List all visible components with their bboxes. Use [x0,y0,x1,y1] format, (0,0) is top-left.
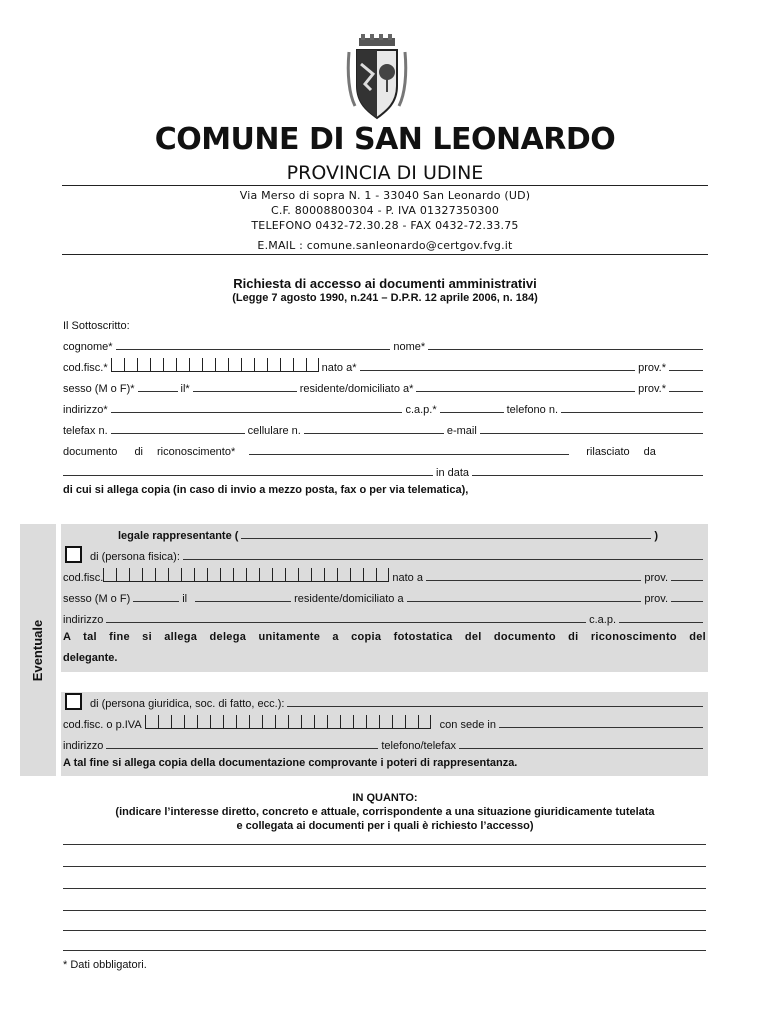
delega-note: A tal fine si allega delega unitamente a copia fotostatica del documento di riconoscimento del [63,631,706,643]
ev-indirizzo2-label: indirizzo [63,740,104,752]
cognome-field[interactable] [116,349,391,350]
ev-cap-label: c.a.p. [589,614,616,626]
telefono-telefax-field[interactable] [459,748,703,749]
persona-fisica-label: di (persona fisica): [90,551,180,563]
documento-line [63,440,706,458]
cellulare-label: cellulare n. [247,425,301,437]
cognome-label: cognome* [63,341,113,353]
da-label: da [643,446,656,458]
documento-label: documento [63,446,118,458]
telefono-telefax-label: telefono/telefax [381,740,456,752]
persona-fisica-checkbox[interactable] [65,546,82,563]
eventuale-label: Eventuale [30,619,46,681]
indirizzo-label: indirizzo* [63,404,108,416]
eventuale-label-wrap [20,524,56,776]
legale-field[interactable] [241,538,651,539]
header-divider-bottom [62,254,708,255]
codfisc-boxes[interactable] [111,358,319,372]
intro-label: Il Sottoscritto: [63,320,130,332]
sede-label: con sede in [439,719,496,731]
nome-label: nome* [393,341,426,353]
name-line [63,335,706,353]
telefono-field[interactable] [561,412,703,413]
nome-field[interactable] [428,349,703,350]
email-label: e-mail [446,425,477,437]
sesso-field[interactable] [138,391,178,392]
riconoscimento-label: riconoscimento* [157,446,236,458]
ev-indirizzo-label: indirizzo [63,614,104,626]
rilasciato-field[interactable] [63,475,433,476]
ev-sesso-line [63,587,706,605]
persona-fisica-field[interactable] [183,559,703,560]
cap-label: c.a.p.* [405,404,437,416]
prov-field[interactable] [669,370,703,371]
ev-codfisc-line [63,566,706,584]
residente-field[interactable] [416,391,635,392]
allega-note: di cui si allega copia (in caso di invio a mezzo posta, fax o per via telematica), [63,484,469,496]
motivation-instructions-1: (indicare l’interesse diretto, concreto e attuale, corrispondente a una situazione giuridicamente tutelata [115,806,655,818]
prov-field-2[interactable] [669,391,703,392]
in-quanto-heading: IN QUANTO: [352,792,418,804]
delegante-note: delegante. [63,652,118,664]
ev-prov-label-2: prov. [644,593,668,605]
ev-sesso-field[interactable] [133,601,179,602]
municipality-title: COMUNE DI SAN LEONARDO [154,122,616,157]
ev-nato-a-field[interactable] [426,580,641,581]
ev-prov-field-2[interactable] [671,601,703,602]
in-data-label: in data [436,467,470,479]
nato-a-field[interactable] [360,370,636,371]
motivation-blank-5[interactable] [63,930,706,931]
cap-field[interactable] [440,412,504,413]
header-divider [62,185,708,186]
motivation-blank-4[interactable] [63,910,706,911]
telefax-label: telefax n. [63,425,108,437]
codfisc-line [63,356,706,374]
document-subtitle: (Legge 7 agosto 1990, n.241 – D.P.R. 12 aprile 2006, n. 184) [232,292,538,304]
rilasciato-label: rilasciato [586,446,630,458]
piva-boxes[interactable] [145,715,431,729]
ev-indirizzo2-field[interactable] [106,748,378,749]
persona-giuridica-label: di (persona giuridica, soc. di fatto, ecc.): [90,698,285,710]
motivation-blank-6[interactable] [63,950,706,951]
indirizzo-line [63,398,706,416]
telefono-label: telefono n. [506,404,558,416]
prov-label: prov.* [638,362,666,374]
ev-nato-a-label: nato a [392,572,423,584]
residente-label: residente/domiciliato a* [299,383,414,395]
birth-date-field[interactable] [193,391,297,392]
il-label: il* [180,383,190,395]
di-label: di [134,446,143,458]
ev-codfisc-label: cod.fisc. [63,572,104,584]
ev-il-label: il [182,593,188,605]
sesso-label: sesso (M o F)* [63,383,135,395]
sesso-line [63,377,706,395]
prov-label-2: prov.* [638,383,666,395]
persona-giuridica-line [65,692,706,710]
ev-prov-label: prov. [644,572,668,584]
motivation-blank-2[interactable] [63,866,706,867]
required-footnote: * Dati obbligatori. [63,959,147,971]
motivation-instructions-2: e collegata ai documenti per i quali è richiesto l’accesso) [236,820,534,832]
ev-prov-field[interactable] [671,580,703,581]
rilasciato-line [63,461,706,479]
piva-line [63,713,706,731]
fiscal-codes: C.F. 80008800304 - P. IVA 01327350300 [270,204,500,217]
ev-sesso-label: sesso (M o F) [63,593,131,605]
persona-fisica-line [65,545,706,563]
poteri-note: A tal fine si allega copia della documentazione comprovante i poteri di rappresentanza. [63,757,518,769]
in-data-field[interactable] [472,475,703,476]
documento-field[interactable] [249,454,569,455]
contact-line [63,419,706,437]
email-address: E.MAIL : comune.sanleonardo@certgov.fvg.it [257,239,513,252]
ev-codfisc-boxes[interactable] [103,568,389,582]
ev-indirizzo-field[interactable] [106,622,586,623]
legale-label: legale rappresentante ( [118,530,239,542]
persona-giuridica-field[interactable] [287,706,703,707]
sede-field[interactable] [499,727,703,728]
municipality-address: Via Merso di sopra N. 1 - 33040 San Leonardo (UD) [239,189,531,202]
piva-label: cod.fisc. o p.IVA [63,719,142,731]
motivation-blank-1[interactable] [63,844,706,845]
persona-giuridica-checkbox[interactable] [65,693,82,710]
phone-fax: TELEFONO 0432-72.30.28 - FAX 0432-72.33.75 [251,219,519,232]
codfisc-label: cod.fisc.* [63,362,108,374]
ev-indirizzo-line [63,608,706,626]
indirizzo-field[interactable] [111,412,403,413]
ev-cap-field[interactable] [619,622,703,623]
province-name: PROVINCIA DI UDINE [286,162,484,184]
municipal-crest-logo [345,34,409,124]
ev-indirizzo2-line [63,734,706,752]
ev-residente-label: residente/domiciliato a [294,593,404,605]
intro-line [63,314,706,332]
ev-birth-date-field[interactable] [195,601,291,602]
legale-line [118,524,658,542]
ev-residente-field[interactable] [407,601,642,602]
legale-close: ) [654,530,658,542]
motivation-blank-3[interactable] [63,888,706,889]
telefax-field[interactable] [111,433,245,434]
email-field[interactable] [480,433,703,434]
document-title: Richiesta di accesso ai documenti amministrativi [233,276,537,291]
cellulare-field[interactable] [304,433,444,434]
nato-a-label: nato a* [321,362,357,374]
